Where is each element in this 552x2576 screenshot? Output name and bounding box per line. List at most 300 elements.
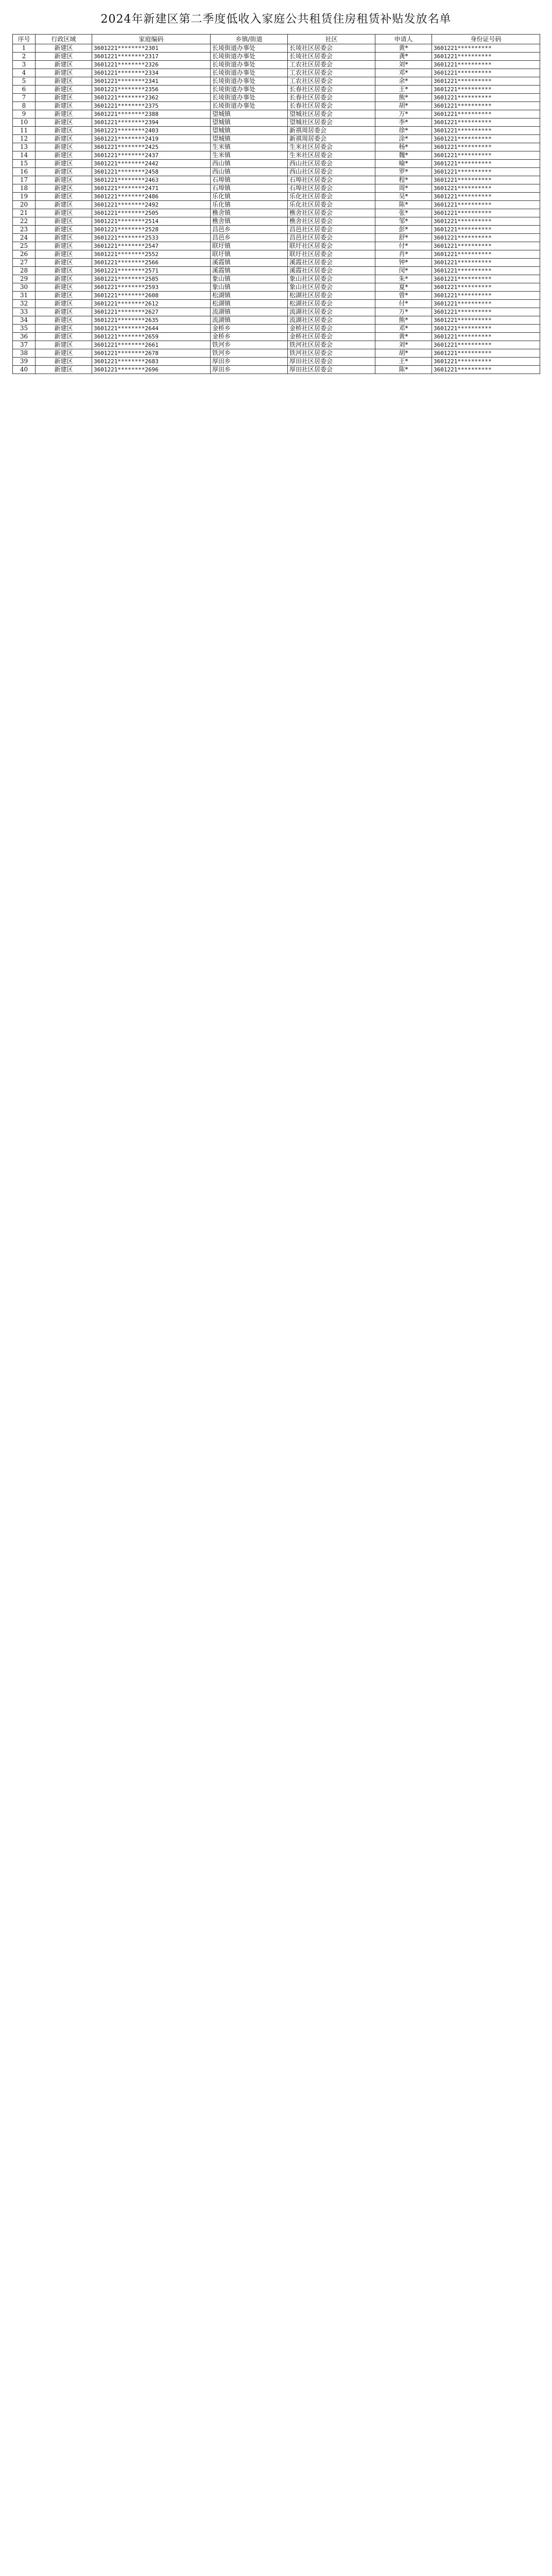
table-header-row	[13, 35, 540, 44]
cell-id-number: 3601221**********	[432, 102, 540, 110]
cell-applicant: 邓*	[375, 69, 432, 77]
cell-town: 长堎街道办事处	[211, 77, 288, 86]
cell-district: 新建区	[36, 234, 92, 242]
cell-town: 长堎街道办事处	[211, 69, 288, 77]
cell-household-code: 3601221********2533	[92, 234, 211, 242]
cell-community: 长堎社区居委会	[288, 44, 375, 53]
cell-district: 新建区	[36, 184, 92, 193]
cell-district: 新建区	[36, 275, 92, 283]
cell-applicant: 熊*	[375, 316, 432, 325]
cell-town: 长堎街道办事处	[211, 102, 288, 110]
cell-applicant: 黄*	[375, 333, 432, 341]
cell-district: 新建区	[36, 151, 92, 160]
cell-seq: 40	[13, 366, 36, 374]
cell-district: 新建区	[36, 118, 92, 127]
cell-applicant: 邹*	[375, 217, 432, 226]
cell-applicant: 黄*	[375, 44, 432, 53]
cell-household-code: 3601221********2388	[92, 110, 211, 118]
cell-community: 新祺周居委会	[288, 127, 375, 135]
cell-id-number: 3601221**********	[432, 160, 540, 168]
cell-district: 新建区	[36, 127, 92, 135]
cell-town: 望城镇	[211, 118, 288, 127]
cell-id-number: 3601221**********	[432, 135, 540, 143]
cell-applicant: 胡*	[375, 102, 432, 110]
cell-seq: 16	[13, 168, 36, 176]
cell-seq: 15	[13, 160, 36, 168]
cell-district: 新建区	[36, 135, 92, 143]
cell-household-code: 3601221********2547	[92, 242, 211, 250]
cell-district: 新建区	[36, 250, 92, 259]
table-row	[13, 151, 540, 160]
cell-applicant: 付*	[375, 300, 432, 308]
cell-applicant: 舒*	[375, 234, 432, 242]
cell-town: 樵舍镇	[211, 217, 288, 226]
cell-district: 新建区	[36, 308, 92, 316]
cell-community: 望城社区居委会	[288, 118, 375, 127]
cell-id-number: 3601221**********	[432, 61, 540, 69]
table-row	[13, 143, 540, 151]
cell-town: 长堎街道办事处	[211, 86, 288, 94]
cell-district: 新建区	[36, 110, 92, 118]
cell-id-number: 3601221**********	[432, 275, 540, 283]
cell-id-number: 3601221**********	[432, 316, 540, 325]
cell-household-code: 3601221********2419	[92, 135, 211, 143]
cell-id-number: 3601221**********	[432, 308, 540, 316]
cell-district: 新建区	[36, 77, 92, 86]
table-row	[13, 176, 540, 184]
cell-id-number: 3601221**********	[432, 292, 540, 300]
cell-district: 新建区	[36, 267, 92, 275]
cell-household-code: 3601221********2334	[92, 69, 211, 77]
cell-seq: 7	[13, 94, 36, 102]
table-row	[13, 69, 540, 77]
table-row	[13, 275, 540, 283]
cell-seq: 32	[13, 300, 36, 308]
cell-community: 联圩社区居委会	[288, 250, 375, 259]
cell-community: 工农社区居委会	[288, 69, 375, 77]
cell-household-code: 3601221********2492	[92, 201, 211, 209]
table-row	[13, 135, 540, 143]
cell-community: 长春社区居委会	[288, 102, 375, 110]
cell-community: 象山社区居委会	[288, 275, 375, 283]
cell-id-number: 3601221**********	[432, 176, 540, 184]
cell-household-code: 3601221********2608	[92, 292, 211, 300]
cell-district: 新建区	[36, 193, 92, 201]
cell-community: 生米社区居委会	[288, 143, 375, 151]
cell-id-number: 3601221**********	[432, 217, 540, 226]
table-row	[13, 358, 540, 366]
cell-town: 厚田乡	[211, 366, 288, 374]
table-row	[13, 349, 540, 358]
cell-community: 西山社区居委会	[288, 160, 375, 168]
cell-town: 乐化镇	[211, 201, 288, 209]
cell-community: 长春社区居委会	[288, 86, 375, 94]
cell-seq: 33	[13, 308, 36, 316]
cell-id-number: 3601221**********	[432, 333, 540, 341]
cell-seq: 36	[13, 333, 36, 341]
cell-town: 长堎街道办事处	[211, 53, 288, 61]
cell-household-code: 3601221********2486	[92, 193, 211, 201]
cell-seq: 11	[13, 127, 36, 135]
cell-applicant: 付*	[375, 242, 432, 250]
cell-id-number: 3601221**********	[432, 358, 540, 366]
cell-applicant: 刘*	[375, 341, 432, 349]
cell-seq: 23	[13, 226, 36, 234]
table-row	[13, 234, 540, 242]
header-district: 行政区域	[36, 35, 92, 44]
cell-district: 新建区	[36, 61, 92, 69]
cell-seq: 4	[13, 69, 36, 77]
cell-id-number: 3601221**********	[432, 201, 540, 209]
cell-applicant: 夏*	[375, 283, 432, 292]
table-row	[13, 44, 540, 53]
cell-applicant: 彭*	[375, 226, 432, 234]
table-row	[13, 86, 540, 94]
cell-seq: 2	[13, 53, 36, 61]
cell-community: 樵舍社区居委会	[288, 209, 375, 217]
cell-district: 新建区	[36, 283, 92, 292]
cell-applicant: 吴*	[375, 193, 432, 201]
cell-community: 流湖社区居委会	[288, 308, 375, 316]
cell-community: 铁河社区居委会	[288, 349, 375, 358]
cell-seq: 10	[13, 118, 36, 127]
cell-town: 昌邑乡	[211, 226, 288, 234]
cell-community: 厚田社区居委会	[288, 366, 375, 374]
cell-town: 金桥乡	[211, 333, 288, 341]
cell-community: 流湖社区居委会	[288, 316, 375, 325]
cell-community: 工农社区居委会	[288, 77, 375, 86]
cell-applicant: 陈*	[375, 201, 432, 209]
cell-applicant: 徐*	[375, 127, 432, 135]
cell-town: 长堎街道办事处	[211, 44, 288, 53]
table-row	[13, 250, 540, 259]
cell-district: 新建区	[36, 341, 92, 349]
cell-household-code: 3601221********2678	[92, 349, 211, 358]
cell-id-number: 3601221**********	[432, 234, 540, 242]
cell-community: 望城社区居委会	[288, 110, 375, 118]
cell-seq: 13	[13, 143, 36, 151]
cell-town: 生米镇	[211, 143, 288, 151]
cell-community: 长堎社区居委会	[288, 53, 375, 61]
cell-household-code: 3601221********2661	[92, 341, 211, 349]
cell-household-code: 3601221********2635	[92, 316, 211, 325]
cell-town: 西山镇	[211, 160, 288, 168]
document-title: 2024年新建区第二季度低收入家庭公共租赁住房租赁补贴发放名单	[100, 13, 452, 26]
cell-applicant: 魏*	[375, 151, 432, 160]
cell-community: 联圩社区居委会	[288, 242, 375, 250]
cell-district: 新建区	[36, 69, 92, 77]
cell-town: 松湖镇	[211, 300, 288, 308]
cell-community: 乐化社区居委会	[288, 201, 375, 209]
cell-applicant: 周*	[375, 184, 432, 193]
cell-seq: 29	[13, 275, 36, 283]
cell-seq: 28	[13, 267, 36, 275]
cell-id-number: 3601221**********	[432, 341, 540, 349]
cell-community: 石埠社区居委会	[288, 184, 375, 193]
cell-seq: 1	[13, 44, 36, 53]
cell-household-code: 3601221********2394	[92, 118, 211, 127]
cell-applicant: 胡*	[375, 349, 432, 358]
cell-id-number: 3601221**********	[432, 250, 540, 259]
table-row	[13, 160, 540, 168]
cell-household-code: 3601221********2627	[92, 308, 211, 316]
cell-applicant: 邓*	[375, 325, 432, 333]
cell-district: 新建区	[36, 160, 92, 168]
cell-id-number: 3601221**********	[432, 69, 540, 77]
cell-household-code: 3601221********2326	[92, 61, 211, 69]
cell-town: 樵舍镇	[211, 209, 288, 217]
cell-applicant: 王*	[375, 358, 432, 366]
cell-id-number: 3601221**********	[432, 226, 540, 234]
table-row	[13, 193, 540, 201]
cell-community: 铁河社区居委会	[288, 341, 375, 349]
cell-household-code: 3601221********2612	[92, 300, 211, 308]
cell-community: 乐化社区居委会	[288, 193, 375, 201]
cell-district: 新建区	[36, 325, 92, 333]
table-row	[13, 366, 540, 374]
cell-town: 厚田乡	[211, 358, 288, 366]
cell-household-code: 3601221********2528	[92, 226, 211, 234]
cell-community: 象山社区居委会	[288, 283, 375, 292]
cell-district: 新建区	[36, 226, 92, 234]
cell-household-code: 3601221********2552	[92, 250, 211, 259]
cell-community: 石埠社区居委会	[288, 176, 375, 184]
cell-town: 溪霞镇	[211, 259, 288, 267]
cell-seq: 25	[13, 242, 36, 250]
cell-id-number: 3601221**********	[432, 151, 540, 160]
cell-district: 新建区	[36, 333, 92, 341]
cell-applicant: 杨*	[375, 143, 432, 151]
cell-community: 厚田社区居委会	[288, 358, 375, 366]
cell-seq: 5	[13, 77, 36, 86]
table-row	[13, 242, 540, 250]
cell-applicant: 刘*	[375, 61, 432, 69]
cell-applicant: 程*	[375, 176, 432, 184]
table-row	[13, 110, 540, 118]
cell-household-code: 3601221********2514	[92, 217, 211, 226]
cell-town: 长堎街道办事处	[211, 61, 288, 69]
cell-district: 新建区	[36, 86, 92, 94]
cell-household-code: 3601221********2696	[92, 366, 211, 374]
cell-town: 望城镇	[211, 127, 288, 135]
cell-district: 新建区	[36, 94, 92, 102]
cell-applicant: 龚*	[375, 53, 432, 61]
cell-seq: 18	[13, 184, 36, 193]
cell-seq: 22	[13, 217, 36, 226]
cell-applicant: 闵*	[375, 267, 432, 275]
cell-id-number: 3601221**********	[432, 110, 540, 118]
cell-town: 联圩镇	[211, 242, 288, 250]
table-row	[13, 308, 540, 316]
cell-community: 松湖社区居委会	[288, 292, 375, 300]
cell-seq: 12	[13, 135, 36, 143]
cell-town: 铁河乡	[211, 349, 288, 358]
cell-applicant: 张*	[375, 209, 432, 217]
table-row	[13, 94, 540, 102]
cell-town: 象山镇	[211, 275, 288, 283]
cell-seq: 24	[13, 234, 36, 242]
cell-household-code: 3601221********2375	[92, 102, 211, 110]
cell-town: 流湖镇	[211, 316, 288, 325]
cell-id-number: 3601221**********	[432, 242, 540, 250]
cell-id-number: 3601221**********	[432, 283, 540, 292]
table-row	[13, 226, 540, 234]
cell-household-code: 3601221********2301	[92, 44, 211, 53]
cell-household-code: 3601221********2644	[92, 325, 211, 333]
cell-id-number: 3601221**********	[432, 209, 540, 217]
cell-id-number: 3601221**********	[432, 267, 540, 275]
cell-town: 铁河乡	[211, 341, 288, 349]
cell-household-code: 3601221********2566	[92, 259, 211, 267]
cell-id-number: 3601221**********	[432, 184, 540, 193]
cell-district: 新建区	[36, 209, 92, 217]
cell-applicant: 朱*	[375, 275, 432, 283]
cell-household-code: 3601221********2317	[92, 53, 211, 61]
cell-town: 石埠镇	[211, 184, 288, 193]
cell-town: 长堎街道办事处	[211, 94, 288, 102]
table-row	[13, 333, 540, 341]
cell-community: 樵舍社区居委会	[288, 217, 375, 226]
table-row	[13, 300, 540, 308]
cell-district: 新建区	[36, 102, 92, 110]
cell-seq: 3	[13, 61, 36, 69]
cell-applicant: 熊*	[375, 94, 432, 102]
table-row	[13, 53, 540, 61]
header-community: 社区	[288, 35, 375, 44]
cell-seq: 38	[13, 349, 36, 358]
cell-town: 西山镇	[211, 168, 288, 176]
table-row	[13, 61, 540, 69]
cell-district: 新建区	[36, 242, 92, 250]
cell-id-number: 3601221**********	[432, 118, 540, 127]
cell-town: 流湖镇	[211, 308, 288, 316]
cell-community: 金桥社区居委会	[288, 333, 375, 341]
cell-id-number: 3601221**********	[432, 86, 540, 94]
cell-district: 新建区	[36, 349, 92, 358]
cell-district: 新建区	[36, 366, 92, 374]
table-row	[13, 316, 540, 325]
cell-district: 新建区	[36, 143, 92, 151]
cell-household-code: 3601221********2593	[92, 283, 211, 292]
cell-household-code: 3601221********2571	[92, 267, 211, 275]
table-row	[13, 102, 540, 110]
cell-id-number: 3601221**********	[432, 77, 540, 86]
cell-community: 昌邑社区居委会	[288, 226, 375, 234]
cell-id-number: 3601221**********	[432, 94, 540, 102]
table-row	[13, 77, 540, 86]
table-row	[13, 292, 540, 300]
cell-household-code: 3601221********2505	[92, 209, 211, 217]
cell-seq: 6	[13, 86, 36, 94]
cell-household-code: 3601221********2442	[92, 160, 211, 168]
cell-household-code: 3601221********2683	[92, 358, 211, 366]
cell-household-code: 3601221********2403	[92, 127, 211, 135]
cell-id-number: 3601221**********	[432, 168, 540, 176]
table-row	[13, 259, 540, 267]
cell-community: 松湖社区居委会	[288, 300, 375, 308]
cell-seq: 27	[13, 259, 36, 267]
table-row	[13, 118, 540, 127]
cell-community: 溪霞社区居委会	[288, 267, 375, 275]
cell-district: 新建区	[36, 300, 92, 308]
cell-household-code: 3601221********2356	[92, 86, 211, 94]
cell-household-code: 3601221********2341	[92, 77, 211, 86]
table-body	[13, 44, 540, 374]
cell-town: 溪霞镇	[211, 267, 288, 275]
cell-town: 生米镇	[211, 151, 288, 160]
cell-seq: 31	[13, 292, 36, 300]
cell-community: 长春社区居委会	[288, 94, 375, 102]
cell-seq: 17	[13, 176, 36, 184]
cell-id-number: 3601221**********	[432, 44, 540, 53]
cell-district: 新建区	[36, 358, 92, 366]
cell-community: 溪霞社区居委会	[288, 259, 375, 267]
cell-district: 新建区	[36, 217, 92, 226]
cell-community: 西山社区居委会	[288, 168, 375, 176]
cell-town: 昌邑乡	[211, 234, 288, 242]
table-row	[13, 201, 540, 209]
cell-id-number: 3601221**********	[432, 259, 540, 267]
table-row	[13, 209, 540, 217]
cell-id-number: 3601221**********	[432, 53, 540, 61]
cell-seq: 8	[13, 102, 36, 110]
table-row	[13, 127, 540, 135]
cell-community: 生米社区居委会	[288, 151, 375, 160]
table-row	[13, 217, 540, 226]
cell-town: 望城镇	[211, 110, 288, 118]
header-applicant: 申请人	[375, 35, 432, 44]
cell-community: 昌邑社区居委会	[288, 234, 375, 242]
cell-seq: 35	[13, 325, 36, 333]
cell-town: 石埠镇	[211, 176, 288, 184]
table-row	[13, 325, 540, 333]
cell-applicant: 陈*	[375, 366, 432, 374]
cell-applicant: 喻*	[375, 160, 432, 168]
cell-applicant: 罗*	[375, 168, 432, 176]
cell-applicant: 钟*	[375, 259, 432, 267]
cell-seq: 20	[13, 201, 36, 209]
cell-town: 金桥乡	[211, 325, 288, 333]
cell-household-code: 3601221********2425	[92, 143, 211, 151]
cell-district: 新建区	[36, 44, 92, 53]
cell-seq: 9	[13, 110, 36, 118]
cell-applicant: 万*	[375, 308, 432, 316]
cell-household-code: 3601221********2659	[92, 333, 211, 341]
cell-district: 新建区	[36, 292, 92, 300]
table-row	[13, 168, 540, 176]
cell-town: 象山镇	[211, 283, 288, 292]
cell-id-number: 3601221**********	[432, 143, 540, 151]
cell-district: 新建区	[36, 259, 92, 267]
cell-district: 新建区	[36, 176, 92, 184]
cell-town: 望城镇	[211, 135, 288, 143]
cell-household-code: 3601221********2458	[92, 168, 211, 176]
cell-id-number: 3601221**********	[432, 325, 540, 333]
cell-district: 新建区	[36, 53, 92, 61]
cell-town: 乐化镇	[211, 193, 288, 201]
subsidy-roster-table	[12, 34, 540, 374]
table-row	[13, 341, 540, 349]
cell-applicant: 王*	[375, 86, 432, 94]
cell-applicant: 余*	[375, 77, 432, 86]
cell-applicant: 涂*	[375, 135, 432, 143]
cell-seq: 21	[13, 209, 36, 217]
cell-household-code: 3601221********2585	[92, 275, 211, 283]
cell-applicant: 肖*	[375, 250, 432, 259]
cell-town: 联圩镇	[211, 250, 288, 259]
table-row	[13, 184, 540, 193]
cell-community: 金桥社区居委会	[288, 325, 375, 333]
